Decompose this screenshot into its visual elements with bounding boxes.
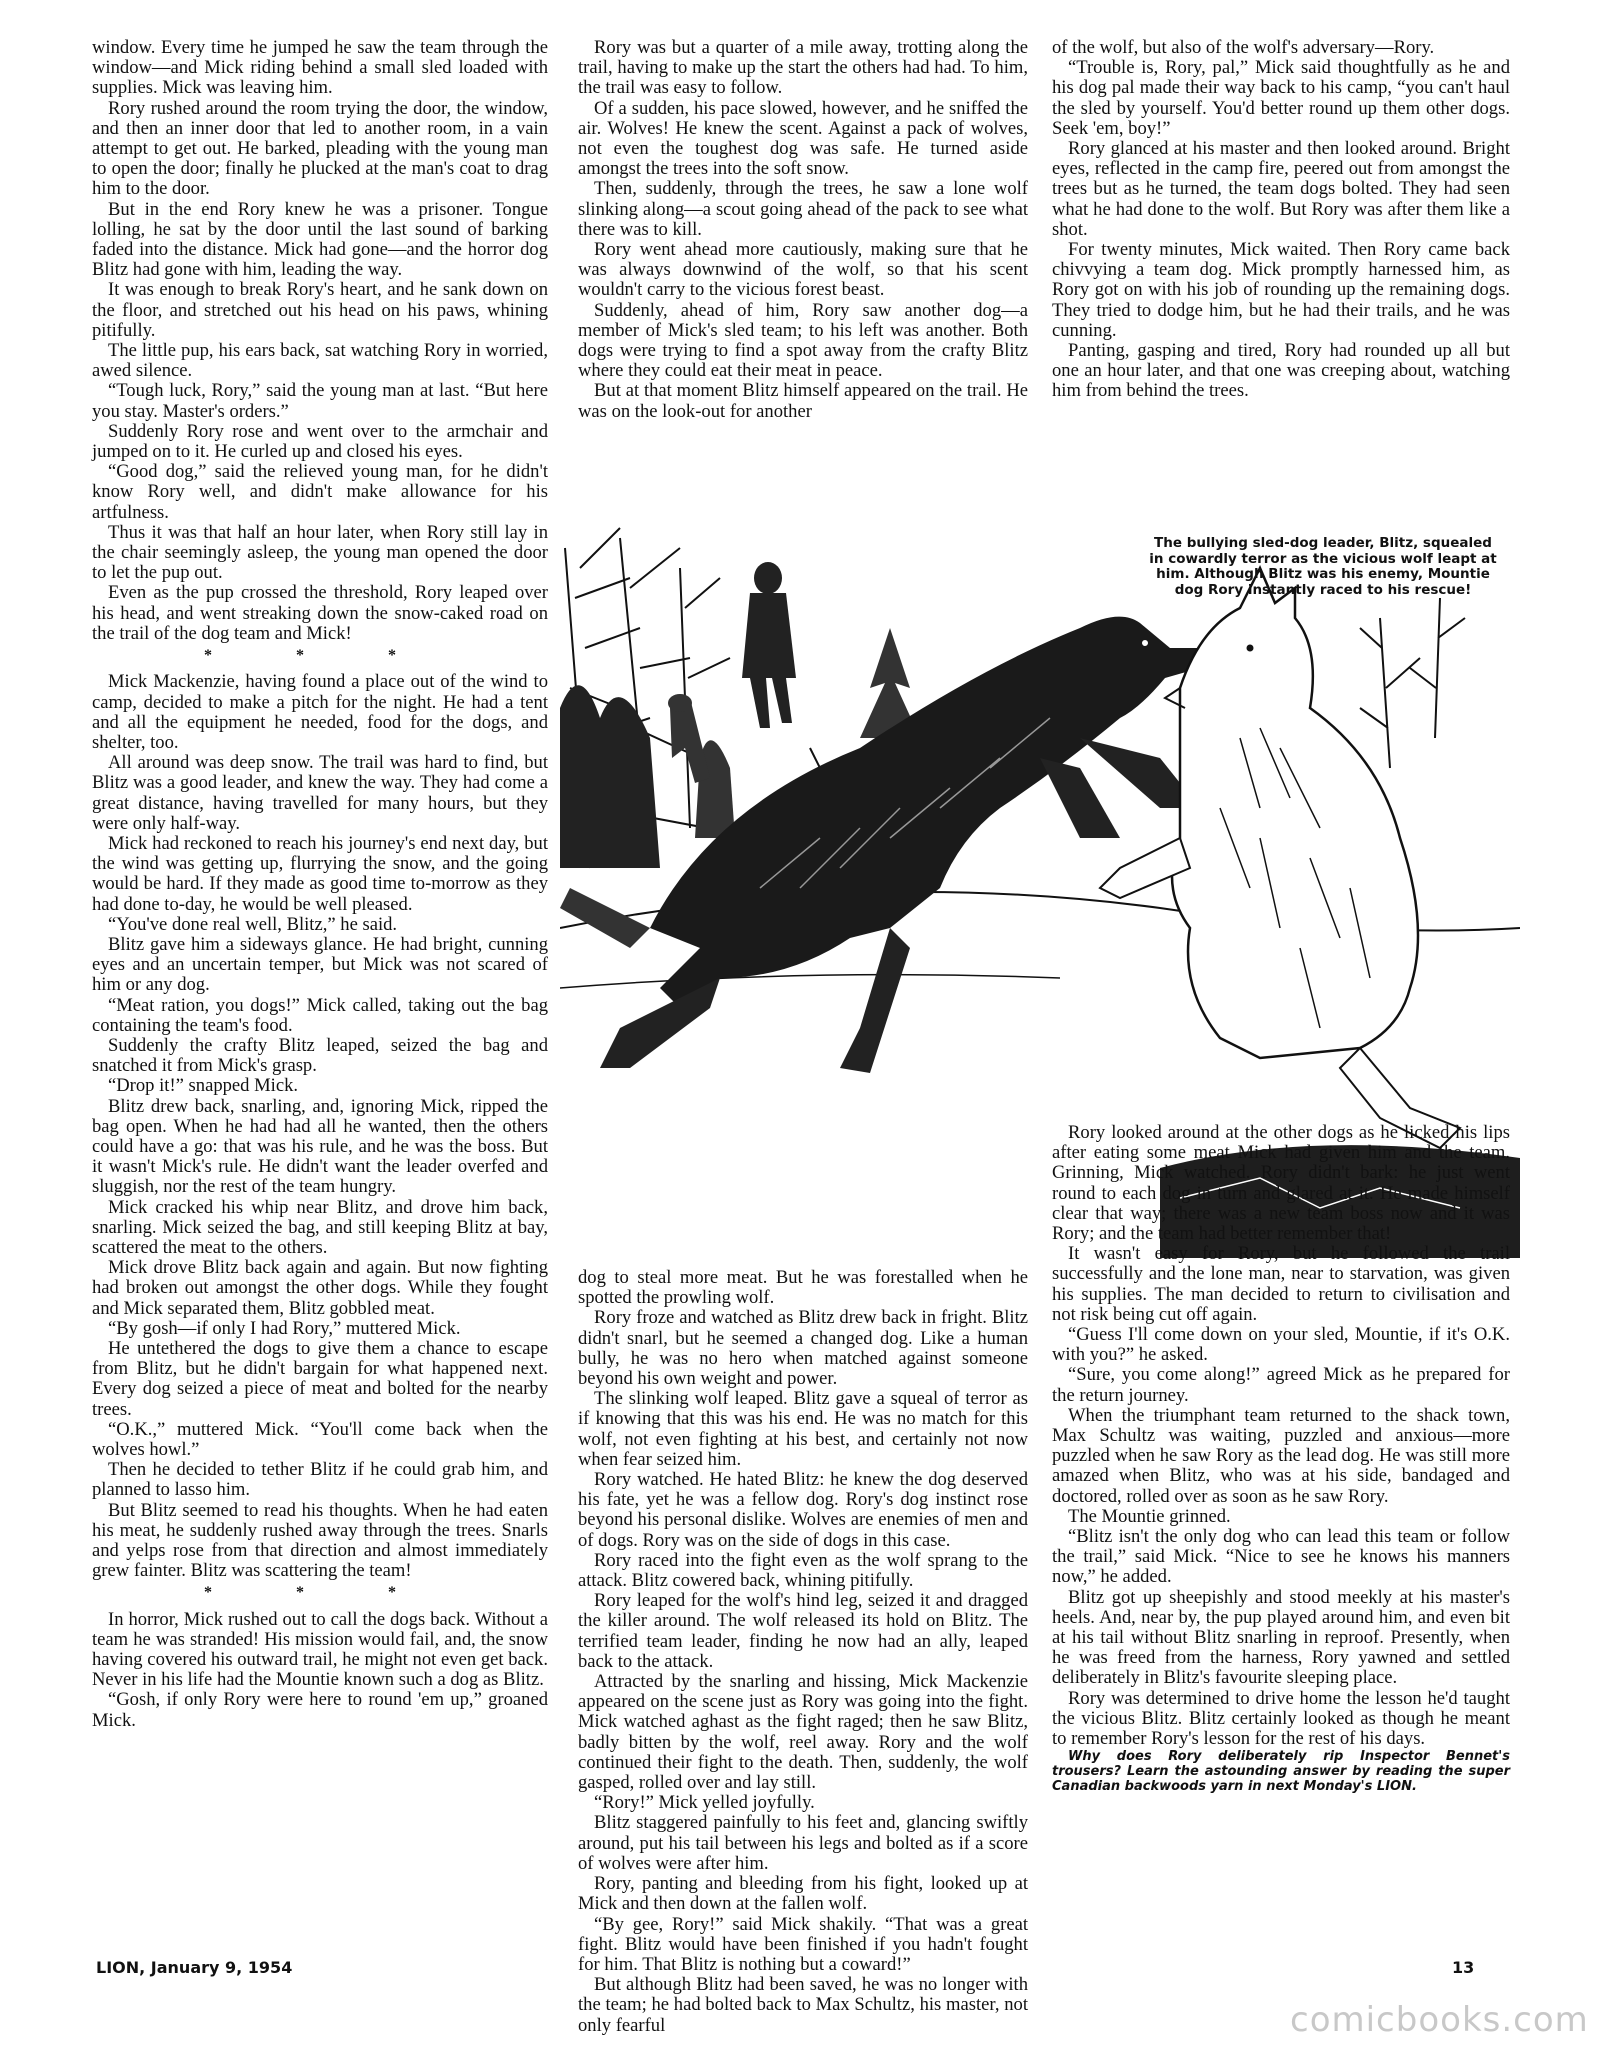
paragraph: But in the end Rory knew he was a prisoner. Tongue lolling, he sat by the door until the last sound of barking faded into the distance. Mick had gone—and the horror dog Blitz had gone with him, leading the way. bbox=[92, 198, 548, 281]
paragraph: Mick had reckoned to reach his journey's end next day, but the wind was getting up, flurrying the snow, and the going would be hard. If they made as good time to-morrow as they had done to-day, he would be well pleased. bbox=[92, 832, 548, 915]
paragraph: Blitz got up sheepishly and stood meekly at his master's heels. And, near by, the pup played around him, and even bit at his tail without Blitz snarling in reproof. Presently, when he was freed from the harness, Rory yawned and settled deliberately in Blitz's favourite sleeping place. bbox=[1052, 1586, 1510, 1689]
paragraph: Rory watched. He hated Blitz: he knew the dog deserved his fate, yet he was a fellow dog. Rory's dog instinct rose beyond his personal dislike. Wolves are enemies of men and of dogs. Rory was on the side of dogs in this case. bbox=[578, 1469, 1028, 1551]
section-break: * * * bbox=[204, 1584, 436, 1602]
paragraph: Thus it was that half an hour later, when Rory still lay in the chair seemingly asleep, the young man opened the door to let the pup out. bbox=[92, 521, 548, 584]
paragraph: Rory went ahead more cautiously, making sure that he was always downwind of the wolf, so that his scent wouldn't carry to the vicious forest beast. bbox=[578, 239, 1028, 301]
paragraph: Rory was determined to drive home the lesson he'd taught the vicious Blitz. Blitz certainly looked as though he meant to remember Rory's lesson for the rest of his days. bbox=[1052, 1687, 1510, 1750]
paragraph: “Blitz isn't the only dog who can lead this team or follow the trail,” said Mick. “Nice to see he knows his manners now,” he added. bbox=[1052, 1526, 1510, 1588]
paragraph: “By gee, Rory!” said Mick shakily. “That was a great fight. Blitz would have been finished if you hadn't fought for him. That Blitz is nothing but a coward!” bbox=[578, 1913, 1028, 1975]
paragraph: But at that moment Blitz himself appeared on the trail. He was on the look-out for another bbox=[578, 380, 1028, 422]
section-break: * * * bbox=[204, 647, 436, 665]
paragraph: “You've done real well, Blitz,” he said. bbox=[108, 913, 398, 935]
paragraph: Panting, gasping and tired, Rory had rounded up all but one an hour later, and that one was creeping about, watching him from behind the trees. bbox=[1052, 340, 1510, 402]
issue-date: LION, January 9, 1954 bbox=[96, 1958, 293, 1977]
paragraph: Then, suddenly, through the trees, he saw a lone wolf slinking along—a scout going ahead of the pack to see what there was to kill. bbox=[578, 178, 1028, 240]
paragraph: Attracted by the snarling and hissing, Mick Mackenzie appeared on the scene just as Rory was going into the fight. Mick watched aghast as the fight raged; then he saw Blitz, badly bitten by the wolf, reel away. Rory and the wolf continued their fight to the death. Then, suddenly, the wolf gasped, rolled over and lay still. bbox=[578, 1671, 1028, 1794]
paragraph: In horror, Mick rushed out to call the dogs back. Without a team he was stranded! His mission would fail, and, the snow having covered his outward trail, he might not even get back. Never in his life had the Mountie known such a dog as Blitz. bbox=[92, 1608, 548, 1691]
paragraph: “Good dog,” said the relieved young man, for he didn't know Rory well, and didn't make allowance for his artfulness. bbox=[92, 461, 548, 523]
illustration-caption: The bullying sled-dog leader, Blitz, squealed in cowardly terror as the vicious wolf leapt at him. Although Blitz was his enemy, Mountie dog Rory instantly raced to his rescue! bbox=[1149, 535, 1497, 598]
paragraph: Rory froze and watched as Blitz drew back in fright. Blitz didn't snarl, but he seemed a changed dog. Like a human bully, he was no hero when matched against someone beyond his own weight and power. bbox=[578, 1307, 1028, 1390]
paragraph: Blitz staggered painfully to his feet and, glancing swiftly around, put his tail between his legs and bolted as if a score of wolves were after him. bbox=[578, 1812, 1028, 1874]
paragraph: The slinking wolf leaped. Blitz gave a squeal of terror as if knowing that this was his end. He was no match for this wolf, not even fighting at his best, and certainly not now when fear seized him. bbox=[578, 1388, 1028, 1470]
column-2-bottom bbox=[578, 1268, 1028, 2036]
paragraph: Suddenly the crafty Blitz leaped, seized the bag and snatched it from Mick's grasp. bbox=[92, 1034, 548, 1077]
page-number: 13 bbox=[1452, 1958, 1475, 1977]
paragraph: He untethered the dogs to give them a chance to escape from Blitz, but he didn't bargain for what happened next. Every dog seized a piece of meat and bolted for the nearby trees. bbox=[92, 1338, 548, 1420]
paragraph: Blitz gave him a sideways glance. He had bright, cunning eyes and an uncertain temper, but Mick was not scared of him or any dog. bbox=[92, 933, 548, 996]
paragraph: All around was deep snow. The trail was hard to find, but Blitz was a good leader, and knew the way. They had come a great distance, having travelled for many hours, but they were only half-way. bbox=[92, 752, 548, 834]
paragraph: “Meat ration, you dogs!” Mick called, taking out the bag containing the team's food. bbox=[92, 994, 548, 1036]
paragraph: “By gosh—if only I had Rory,” muttered Mick. bbox=[108, 1317, 461, 1339]
paragraph: window. Every time he jumped he saw the team through the window—and Mick riding behind a small sled loaded with supplies. Mick was leaving him. bbox=[92, 37, 548, 99]
paragraph: Rory looked around at the other dogs as he licked his lips after eating some meat Mick had given him and the team. Grinning, Mick watched. Rory didn't bark: he just went round to each dog in turn and glared at it. He made himself clear that way; there was a new team boss now and it was Rory; and the team had better remember that! bbox=[1052, 1122, 1510, 1245]
paragraph: “Gosh, if only Rory were here to round 'em up,” groaned Mick. bbox=[92, 1689, 548, 1731]
paragraph: “O.K.,” muttered Mick. “You'll come back when the wolves howl.” bbox=[92, 1418, 548, 1461]
paragraph: It wasn't easy for Rory, but he followed the trail successfully and the lone man, near to starvation, was given his supplies. The man decided to return to civilisation and not risk being cut off again. bbox=[1052, 1243, 1510, 1325]
column-3-top bbox=[1052, 38, 1510, 402]
paragraph: The Mountie grinned. bbox=[1068, 1505, 1231, 1527]
paragraph: “Drop it!” snapped Mick. bbox=[108, 1075, 299, 1097]
paragraph: of the wolf, but also of the wolf's adversary—Rory. bbox=[1052, 37, 1435, 58]
paragraph: The little pup, his ears back, sat watching Rory in worried, awed silence. bbox=[92, 340, 548, 382]
paragraph: Even as the pup crossed the threshold, Rory leaped over his head, and went streaking down the snow-caked road on the trail of the dog team and Mick! bbox=[92, 582, 548, 644]
paragraph: It was enough to break Rory's heart, and he sank down on the floor, and stretched out his head on his paws, whining pitifully. bbox=[92, 279, 548, 341]
paragraph: Mick cracked his whip near Blitz, and drove him back, snarling. Mick seized the bag, and still keeping Blitz at bay, scattered the meat to the others. bbox=[92, 1196, 548, 1258]
watermark: comicbooks.com bbox=[1290, 2000, 1589, 2040]
paragraph: Mick drove Blitz back again and again. But now fighting had broken out amongst the other dogs. While they fought and Mick separated them, Blitz gobbled meat. bbox=[92, 1257, 548, 1319]
paragraph: dog to steal more meat. But he was forestalled when he spotted the prowling wolf. bbox=[578, 1267, 1028, 1309]
column-3-bottom bbox=[1052, 1123, 1510, 1794]
paragraph: Rory rushed around the room trying the door, the window, and then an inner door that led to another room, in a vain attempt to get out. He barked, pleading with the young man to open the door; finally he plucked at the man's coat to drag him to the door. bbox=[92, 97, 548, 200]
paragraph: Blitz drew back, snarling, and, ignoring Mick, ripped the bag open. When he had had all he wanted, then the others could have a go: that was his rule, and he was the boss. But it wasn't Mick's rule. He didn't want the leader overfed and sluggish, nor the rest of the team hungry. bbox=[92, 1095, 548, 1198]
paragraph: Rory, panting and bleeding from his fight, looked up at Mick and then down at the fallen wolf. bbox=[578, 1873, 1028, 1915]
paragraph: But although Blitz had been saved, he was no longer with the team; he had bolted back to Max Schultz, his master, not only fearful bbox=[578, 1974, 1028, 2036]
next-issue-teaser: Why does Rory deliberately rip Inspector Bennet's trousers? Learn the astounding answer by reading the super Canadian backwoods yarn in next Monday's LION. bbox=[1052, 1749, 1510, 1795]
paragraph: Rory raced into the fight even as the wolf sprang to the attack. Blitz cowered back, whining pitifully. bbox=[578, 1549, 1028, 1592]
paragraph: Of a sudden, his pace slowed, however, and he sniffed the air. Wolves! He knew the scent. Against a pack of wolves, not even the toughest dog was safe. He turned aside amongst the trees into the soft snow. bbox=[578, 97, 1028, 180]
paragraph: Mick Mackenzie, having found a place out of the wind to camp, decided to make a pitch for the night. He had a tent and all the equipment he needed, food for the dogs, and shelter, too. bbox=[92, 671, 548, 753]
paragraph: Suddenly, ahead of him, Rory saw another dog—a member of Mick's sled team; to his left was another. Both dogs were trying to find a spot away from the crafty Blitz where they could eat their meat in peace. bbox=[578, 299, 1028, 382]
paragraph: But Blitz seemed to read his thoughts. When he had eaten his meat, he suddenly rushed away through the trees. Snarls and yelps rose from that direction and almost immediately grew fainter. Blitz was scattering the team! bbox=[92, 1499, 548, 1582]
column-2-top bbox=[578, 38, 1028, 422]
paragraph: “Sure, you come along!” agreed Mick as he prepared for the return journey. bbox=[1052, 1364, 1510, 1406]
paragraph: Then he decided to tether Blitz if he could grab him, and planned to lasso him. bbox=[92, 1459, 548, 1501]
paragraph: Rory leaped for the wolf's hind leg, seized it and dragged the killer around. The wolf released its hold on Blitz. The terrified team leader, finding he now had an ally, leaped back to the attack. bbox=[578, 1590, 1028, 1672]
paragraph: Suddenly Rory rose and went over to the armchair and jumped on to it. He curled up and closed his eyes. bbox=[92, 420, 548, 463]
paragraph: “Rory!” Mick yelled joyfully. bbox=[594, 1792, 815, 1814]
paragraph: “Guess I'll come down on your sled, Mountie, if it's O.K. with you?” he asked. bbox=[1052, 1324, 1510, 1366]
paragraph: Rory glanced at his master and then looked around. Bright eyes, reflected in the camp fire, peered out from amongst the trees but as he turned, the team dogs bolted. They had seen what he had done to the wolf. But Rory was after them like a shot. bbox=[1052, 138, 1510, 240]
paragraph: When the triumphant team returned to the shack town, Max Schultz was waiting, puzzled and anxious—more puzzled when he saw Rory as the lead dog. He was still more amazed when Blitz, who was at his side, bandaged and doctored, rolled over as soon as he saw Rory. bbox=[1052, 1404, 1510, 1507]
paragraph: “Trouble is, Rory, pal,” Mick said thoughtfully as he and his dog pal made their way back to his camp, “you can't haul the sled by yourself. You'd better round up them other dogs. Seek 'em, boy!” bbox=[1052, 57, 1510, 139]
paragraph: For twenty minutes, Mick waited. Then Rory came back chivvying a team dog. Mick promptly harnessed him, as Rory got on with his job of rounding up the remaining dogs. They tried to dodge him, but he had their trails, and he was cunning. bbox=[1052, 239, 1510, 341]
column-1 bbox=[92, 38, 548, 1731]
paragraph: Rory was but a quarter of a mile away, trotting along the trail, having to make up the start the others had had. To him, the trail was easy to follow. bbox=[578, 37, 1028, 99]
paragraph: “Tough luck, Rory,” said the young man at last. “But here you stay. Master's orders.” bbox=[92, 380, 548, 422]
